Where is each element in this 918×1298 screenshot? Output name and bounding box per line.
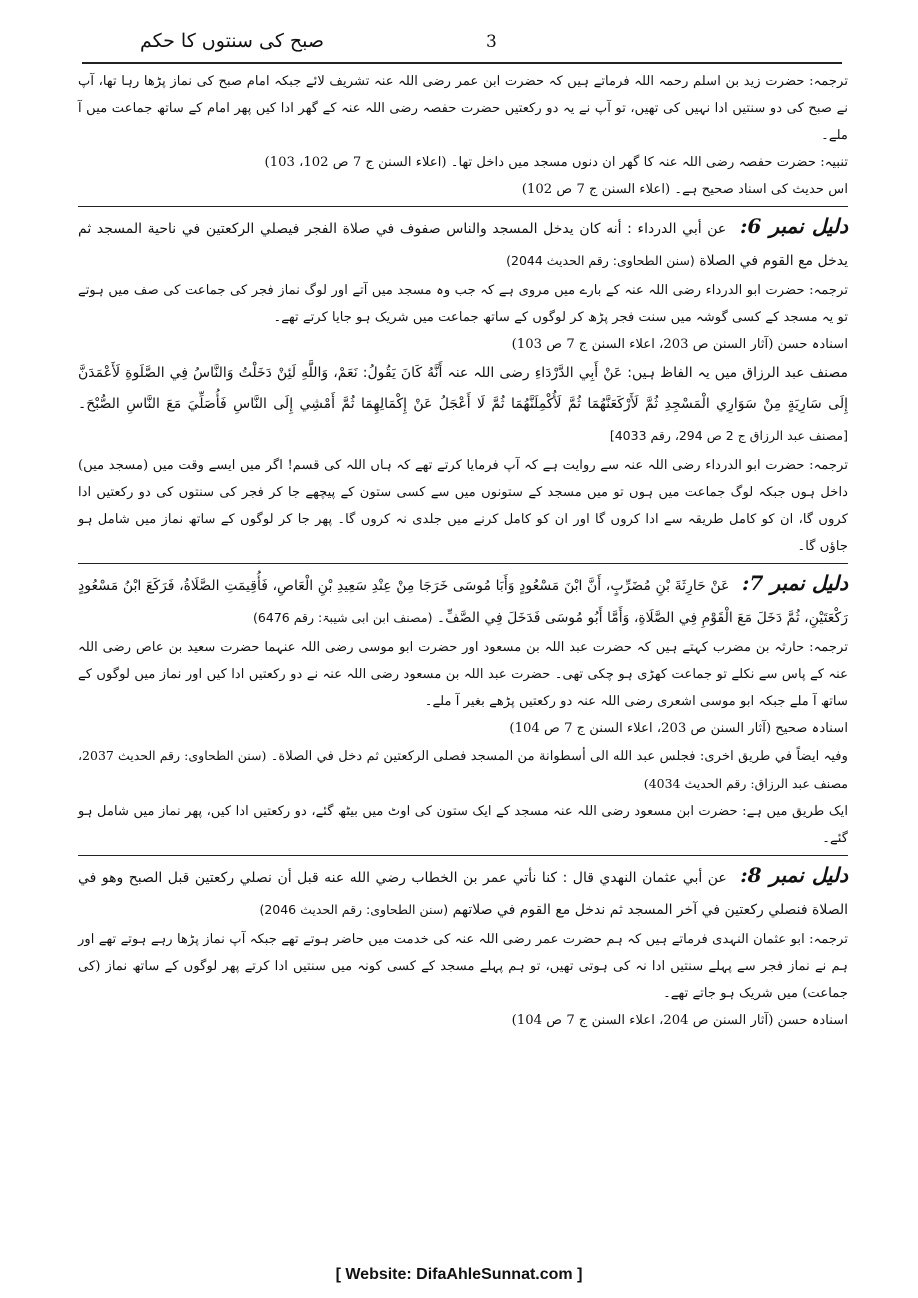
translation-paragraph: ترجمہ: حضرت ابو الدرداء رضی اللہ عنہ کے بارے میں مروی ہے کہ جب وہ مسجد میں آتے اور لوگ نماز فجر کی جماعت کی صف میں ہوتے تو یہ مسجد کے کسی گوشہ میں سنت فجر پڑھ کر لوگوں کے ساتھ جماعت میں شریک ہو جایا کرتے تھے۔ [78,283,848,325]
reference: (سنن الطحاوی: رقم الحدیث 2044) [506,253,695,268]
website-footer: [ Website: DifaAhleSunnat.com ] [335,1266,583,1283]
arabic-text: عَنْ حَارِثَةَ بْنِ مُضَرِّبٍ، أَنَّ ابْنَ مَسْعُودٍ وَأَبَا مُوسَى خَرَجَا مِنْ عِنْدِ سَعِيدِ بْنِ الْعَاصِ، فَأُقِيمَتِ الصَّلَاةُ، فَرَكَعَ ابْنُ مَسْعُودٍ رَكْعَتَيْنِ، ثُمَّ دَخَلَ مَعَ الْقَوْمِ فِي الصَّلَاةِ، وَأَمَّا أَبُو مُوسَى فَدَخَلَ فِي الصَّفِّ۔ [78,578,848,626]
evidence-6-arabic [78,211,848,277]
translation-paragraph: ترجمہ: حضرت زید بن اسلم رحمہ اللہ فرماتے ہیں کہ حضرت ابن عمر رضی اللہ عنہ تشریف لائے جبکہ امام صبح کی نماز پڑھا رہا تھا، آپ نے صبح کی دو سنتیں ادا نہیں کی تھیں، تو آپ نے یہ دو رکعتیں حضرت حفصہ رضی اللہ عنہ کے گھر ادا کیں پھر امام کے ساتھ جماعت میں آ ملے۔ [78,74,848,143]
translation-paragraph: ایک طریق میں ہے: حضرت ابن مسعود رضی اللہ عنہ مسجد کے ایک ستون کی اوٹ میں بیٹھ گئے، دو رکعتیں ادا کیں، پھر نماز میں شامل ہو گئے۔ [78,804,848,846]
translation-paragraph: ترجمہ: حارثہ بن مضرب کہتے ہیں کہ حضرت عبد اللہ بن مسعود اور حضرت ابو موسی رضی اللہ عنہما حضرت سعید بن عاص رضی اللہ عنہ کے پاس سے نکلے تو جماعت کھڑی ہو چکی تھی۔ حضرت عبد اللہ بن مسعود رضی اللہ عنہ نے دو رکعتیں ادا کیں اور نماز میں لوگوں کے ساتھ آ ملے جبکہ ابو موسی اشعری رضی اللہ عنہ دو رکعتیں پڑھے بغیر آ ملے۔ [78,640,848,709]
other-narration [78,742,848,798]
reference: (سنن الطحاوی: رقم الحدیث 2037، مصنف عبد الرزاق: رقم الحدیث 4034) [78,748,848,791]
page-number: 3 [486,32,497,52]
isnad-line: اسنادہ صحیح (آثار السنن ص 203، اعلاء السنن ج 7 ص 104) [509,721,848,736]
isnad-line: اسنادہ حسن (آثار السنن ص 204، اعلاء السنن ج 7 ص 104) [511,1013,848,1028]
translation-paragraph: ترجمہ: حضرت ابو الدرداء رضی اللہ عنہ سے روایت ہے کہ آپ فرمایا کرتے تھے کہ ہاں اللہ کی قسم! اگر میں ایسے وقت میں (مسجد میں) داخل ہوں جبکہ لوگ جماعت میں ہوں تو میں مسجد کے ستونوں میں سے کسی ستون کے پیچھے جا کر فجر کی سنتوں کی دو رکعتیں ادا کروں گا، ان کو کامل طریقہ سے ادا کروں گا اور ان کو کامل کرنے میں جلدی نہ کروں گا۔ پھر جا کر لوگوں کے ساتھ نماز میں شامل ہو جاؤں گا۔ [78,458,848,554]
arabic-text: مصنف عبد الرزاق میں یہ الفاظ ہیں: عَنْ أَبِي الدَّرْدَاءِ رضی اللہ عنہ أَنَّهُ كَانَ يَقُولُ: نَعَمْ، وَاللَّهِ لَئِنْ دَخَلْتُ وَالنَّاسُ فِي الصَّلَوةِ لَأَعْمَدَنَّ إِلَى سَارِيَةٍ مِنْ سَوَارِي الْمَسْجِدِ ثُمَّ لَأَرْكَعَنَّهُمَا ثُمَّ لَأُكْمِلَنَّهُمَا ثُمَّ لَا أَعْجَلُ عَنْ إِكْمَالِهِمَا ثُمَّ أَمْشِي إِلَى النَّاسِ فَأُصَلِّيَ مَعَ النَّاسِ الصُّبْحَ۔ [78,365,848,412]
abdurrazzaq-paragraph [78,358,848,452]
section-divider [78,855,848,856]
arabic-text: عن أبي عثمان النهدي قال : كنا نأتي عمر بن الخطاب رضي الله عنه قبل أن نصلي ركعتين قبل الصبح وهو في الصلاة فنصلي ركعتين في آخر المسجد ثم ندخل مع القوم في صلاتهم [78,870,848,918]
isnad-line: اسنادہ حسن (آثار السنن ص 203، اعلاء السنن ج 7 ص 103) [511,337,848,352]
evidence-8-label: دلیل نمبر 8: [740,863,849,887]
page-body [78,68,848,1034]
page-header [82,28,842,64]
reference: (سنن الطحاوی: رقم الحدیث 2046) [259,902,449,917]
isnad-line: اس حدیث کی اسناد صحیح ہے۔ (اعلاء السنن ج 7 ص 102) [521,182,848,197]
arabic-text: وفیہ ایضاً في طريق اخرى: فجلس عبد الله الى أسطوانة من المسجد فصلى الركعتين ثم دخل في الصلاة۔ [270,749,848,764]
evidence-6-label: دلیل نمبر 6: [739,214,849,238]
translation-paragraph: ترجمہ: ابو عثمان النہدی فرماتے ہیں کہ ہم حضرت عمر رضی اللہ عنہ کی خدمت میں حاضر ہوتے تھے جبکہ آپ نماز پڑھا رہے ہوتے تھے اور ہم نے نماز فجر سے پہلے سنتیں ادا نہ کی ہوتی تھیں، تو ہم پہلے مسجد کے کسی کونہ میں سنتیں ادا کرتے پھر لوگوں کے ساتھ نماز (کی جماعت) میں شریک ہو جاتے تھے۔ [78,932,848,1001]
reference: (مصنف ابن ابی شیبۃ: رقم 6476) [253,610,433,625]
reference: [مصنف عبد الرزاق ج 2 ص 294، رقم 4033] [609,428,848,443]
evidence-7-label: دلیل نمبر 7: [742,571,849,595]
evidence-8-arabic [78,860,848,926]
evidence-7-arabic [78,568,848,634]
running-title: صبح کی سنتوں کا حکم [140,30,325,52]
section-divider [78,563,848,564]
note-paragraph: تنبیہ: حضرت حفصہ رضی اللہ عنہ کا گھر ان دنوں مسجد میں داخل تھا۔ (اعلاء السنن ج 7 ص 102، 103) [264,155,848,170]
section-divider [78,206,848,207]
arabic-text: عن أبي الدرداء : أنه كان يدخل المسجد والناس صفوف في صلاة الفجر فيصلي الركعتين في ناحية المسجد ثم يدخل مع القوم في الصلاة [78,221,848,269]
